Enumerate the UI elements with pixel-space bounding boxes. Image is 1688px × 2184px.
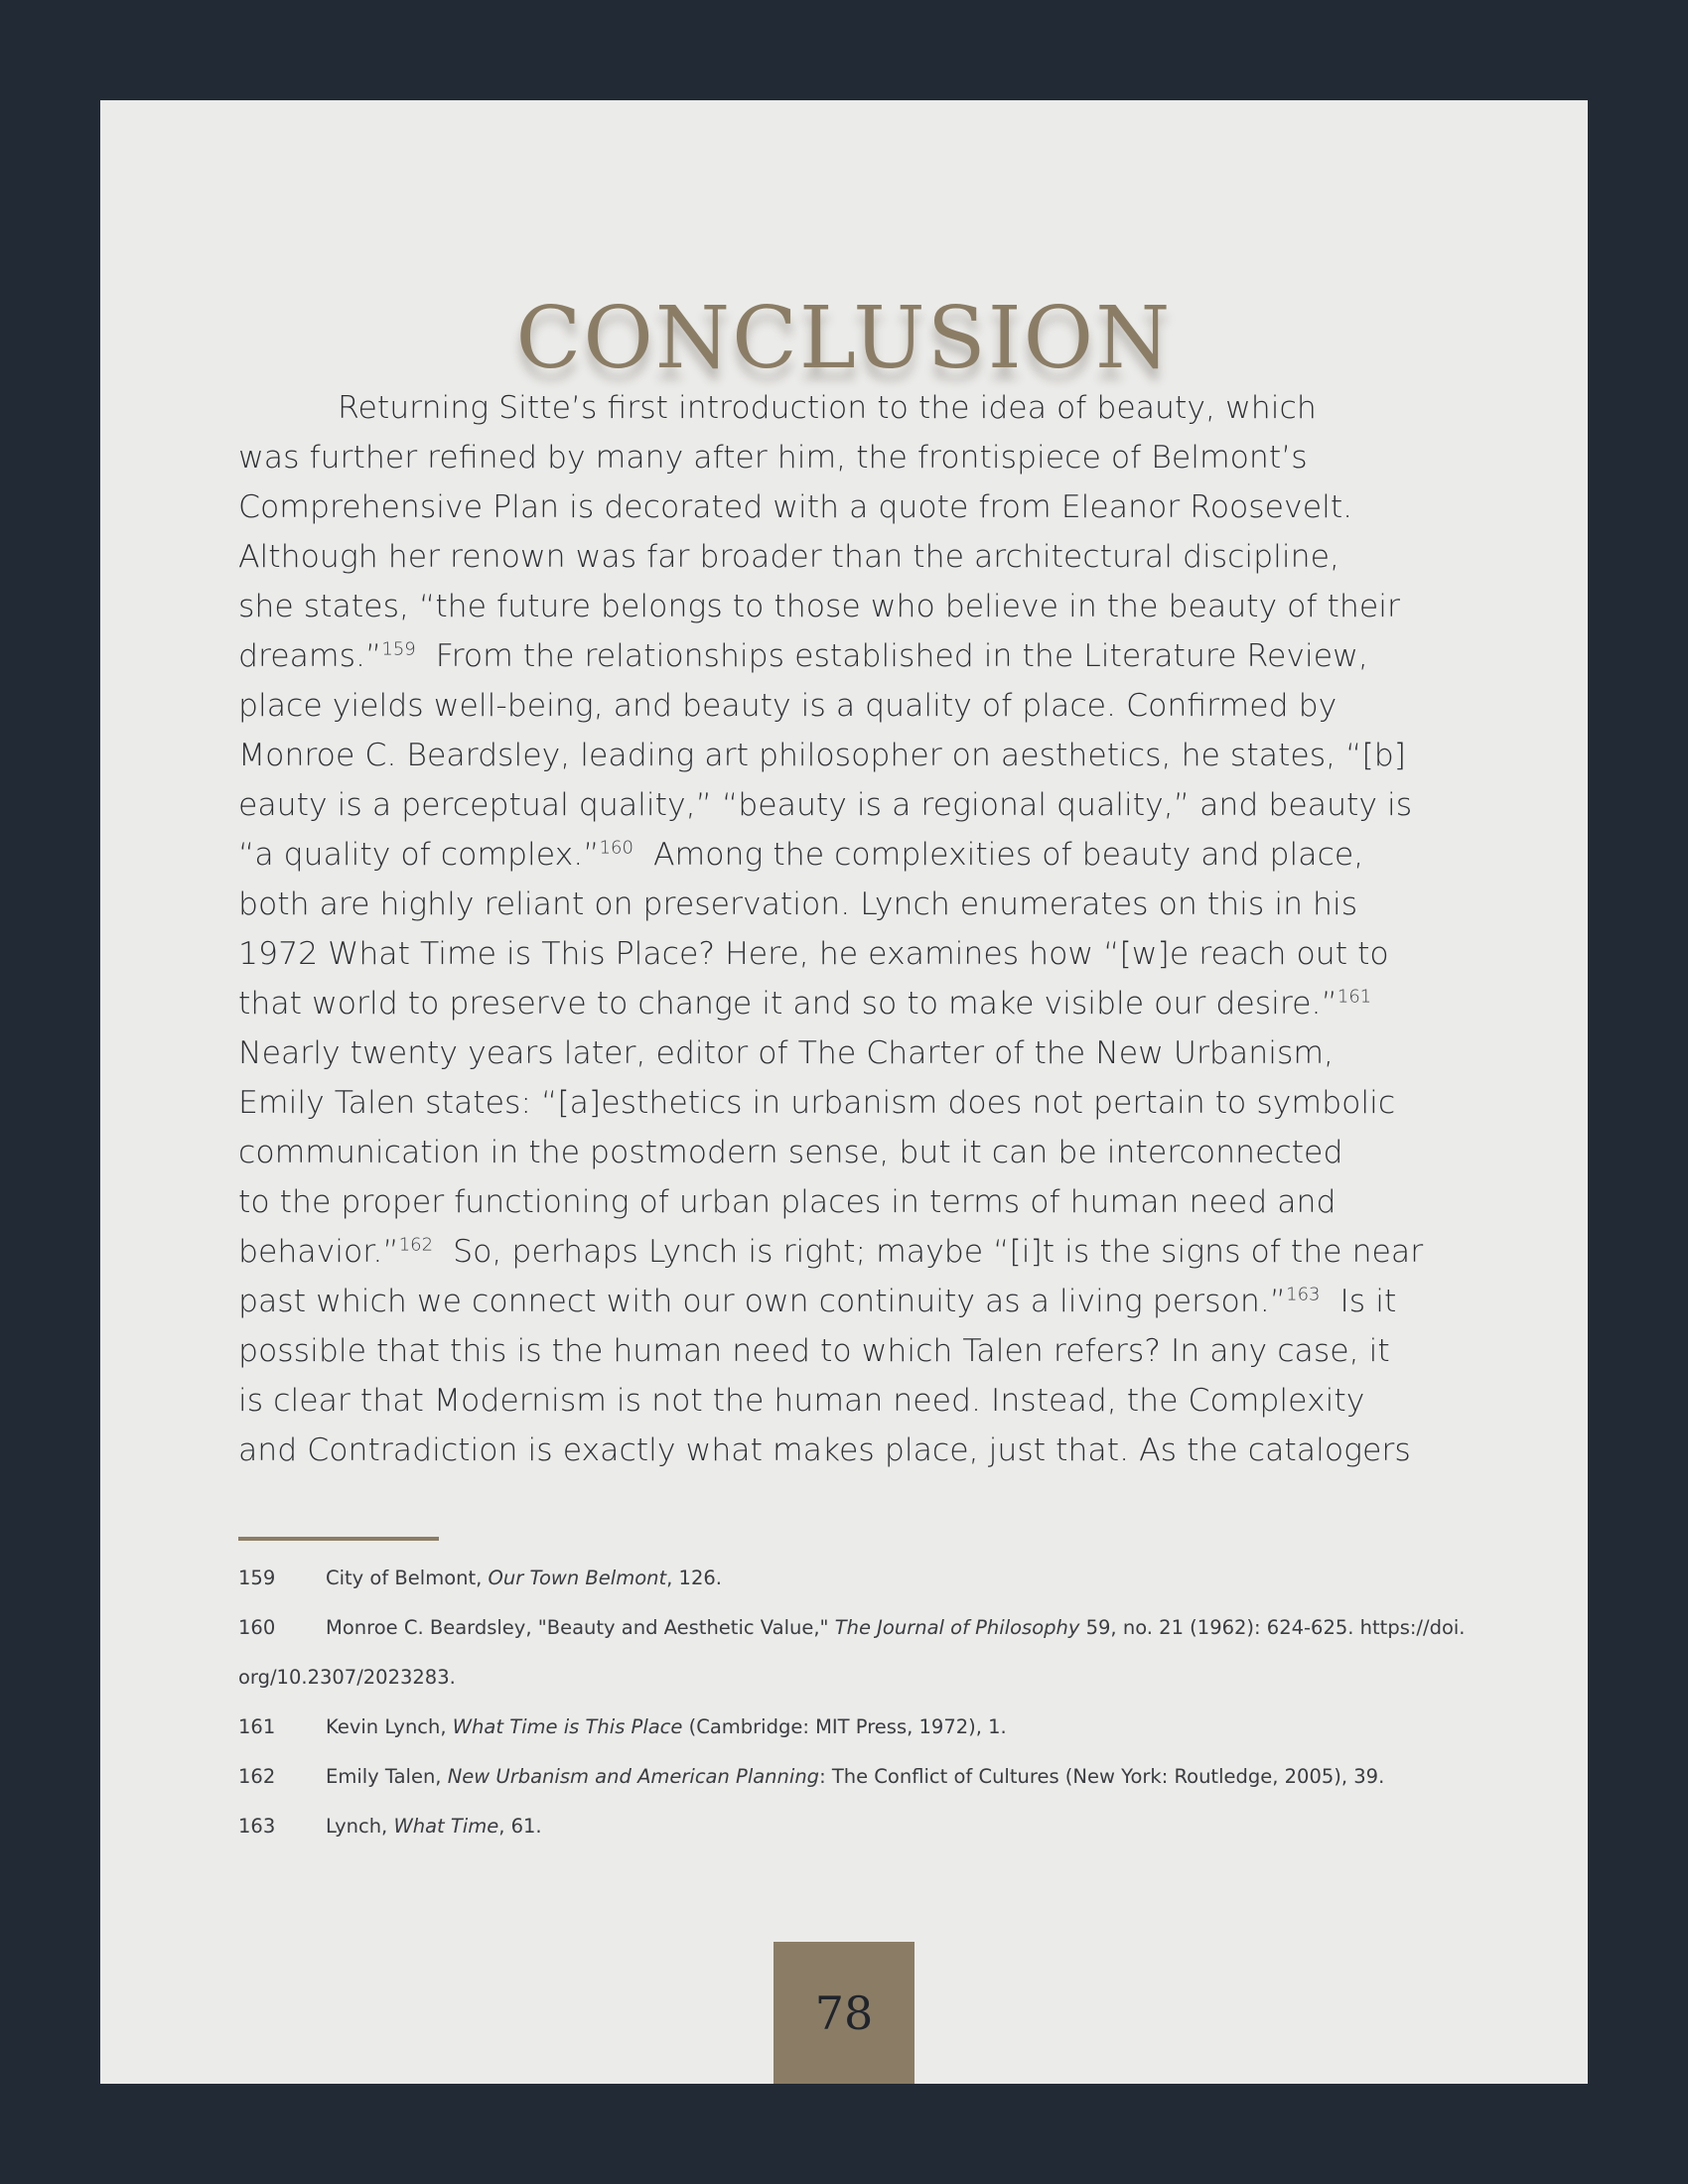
footnote-ref: 160: [599, 837, 633, 859]
page-title: CONCLUSION: [515, 289, 1173, 388]
footnote: 162 Emily Talen, New Urbanism and American Planning: The Conflict of Cultures (New York: Routledge, 2005), 39.: [238, 1752, 1529, 1802]
footnote-ref: 162: [398, 1234, 434, 1256]
footnote-number: 159: [238, 1567, 276, 1589]
body-line: was further refined by many after him, the frontispiece of Belmont’s: [238, 440, 1308, 476]
body-line: Although her renown was far broader than the architectural discipline,: [238, 539, 1340, 575]
body-line: that world to preserve to change it and so to make visible our desire.”$^{161}$: [238, 986, 1372, 1022]
body-line: Emily Talen states: “[a]esthetics in urbanism does not pertain to symbolic: [238, 1085, 1396, 1121]
document-page: [100, 100, 1588, 2084]
body-line: is clear that Modernism is not the human need. Instead, the Complexity: [238, 1383, 1365, 1419]
body-line: place yields well-being, and beauty is a quality of place. Confirmed by: [238, 688, 1337, 724]
footnotes: [238, 1554, 1529, 1851]
body-line: “a quality of complex.”$^{160}$ Among the complexities of beauty and place,: [238, 837, 1364, 873]
body-text: [238, 383, 1549, 1475]
body-line: possible that this is the human need to which Talen refers? In any case, it: [238, 1333, 1390, 1369]
footnote-ref: 161: [1336, 986, 1372, 1008]
body-line: Returning Sitte’s first introduction to the idea of beauty, which: [338, 390, 1317, 426]
body-line: 1972 What Time is This Place? Here, he examines how “[w]e reach out to: [238, 936, 1389, 972]
footnote: 160 Monroe C. Beardsley, "Beauty and Aesthetic Value," The Journal of Philosophy 59, no. 21 (1962): 624-625. https://doi.: [238, 1603, 1529, 1653]
body-line: Comprehensive Plan is decorated with a quote from Eleanor Roosevelt.: [238, 489, 1353, 525]
body-line: eauty is a perceptual quality,” “beauty is a regional quality,” and beauty is: [238, 787, 1413, 823]
page-number: 78: [814, 1985, 874, 2040]
body-line: she states, “the future belongs to those who believe in the beauty of their: [238, 589, 1400, 624]
footnote-divider: [238, 1537, 439, 1541]
body-line: to the proper functioning of urban places in terms of human need and: [238, 1184, 1336, 1220]
page-number-box: [774, 1942, 914, 2084]
body-line: Nearly twenty years later, editor of The Charter of the New Urbanism,: [238, 1035, 1335, 1071]
footnote: 161 Kevin Lynch, What Time is This Place (Cambridge: MIT Press, 1972), 1.: [238, 1703, 1529, 1752]
body-line: dreams.”$^{159}$ From the relationships established in the Literature Review,: [238, 638, 1368, 674]
footnote-number: 160: [238, 1616, 276, 1639]
footnote-number: 161: [238, 1715, 276, 1738]
footnote-number: 162: [238, 1765, 276, 1788]
footnote-ref: 159: [381, 638, 416, 660]
body-line: both are highly reliant on preservation. Lynch enumerates on this in his: [238, 887, 1358, 922]
footnote-ref: 163: [1286, 1284, 1321, 1305]
footnote: 159 City of Belmont, Our Town Belmont, 126.: [238, 1554, 1529, 1603]
body-line: past which we connect with our own continuity as a living person.”$^{163}$ Is it: [238, 1284, 1397, 1319]
body-line: communication in the postmodern sense, but it can be interconnected: [238, 1135, 1343, 1170]
footnote-continuation: org/10.2307/2023283.: [238, 1666, 456, 1689]
body-line: behavior.”$^{162}$ So, perhaps Lynch is right; maybe “[i]t is the signs of the near: [238, 1234, 1424, 1270]
body-line: Monroe C. Beardsley, leading art philosopher on aesthetics, he states, “[b]: [238, 738, 1407, 773]
footnote-number: 163: [238, 1815, 276, 1838]
body-line: and Contradiction is exactly what makes place, just that. As the catalogers: [238, 1433, 1411, 1468]
footnote: 163 Lynch, What Time, 61.: [238, 1802, 1529, 1851]
